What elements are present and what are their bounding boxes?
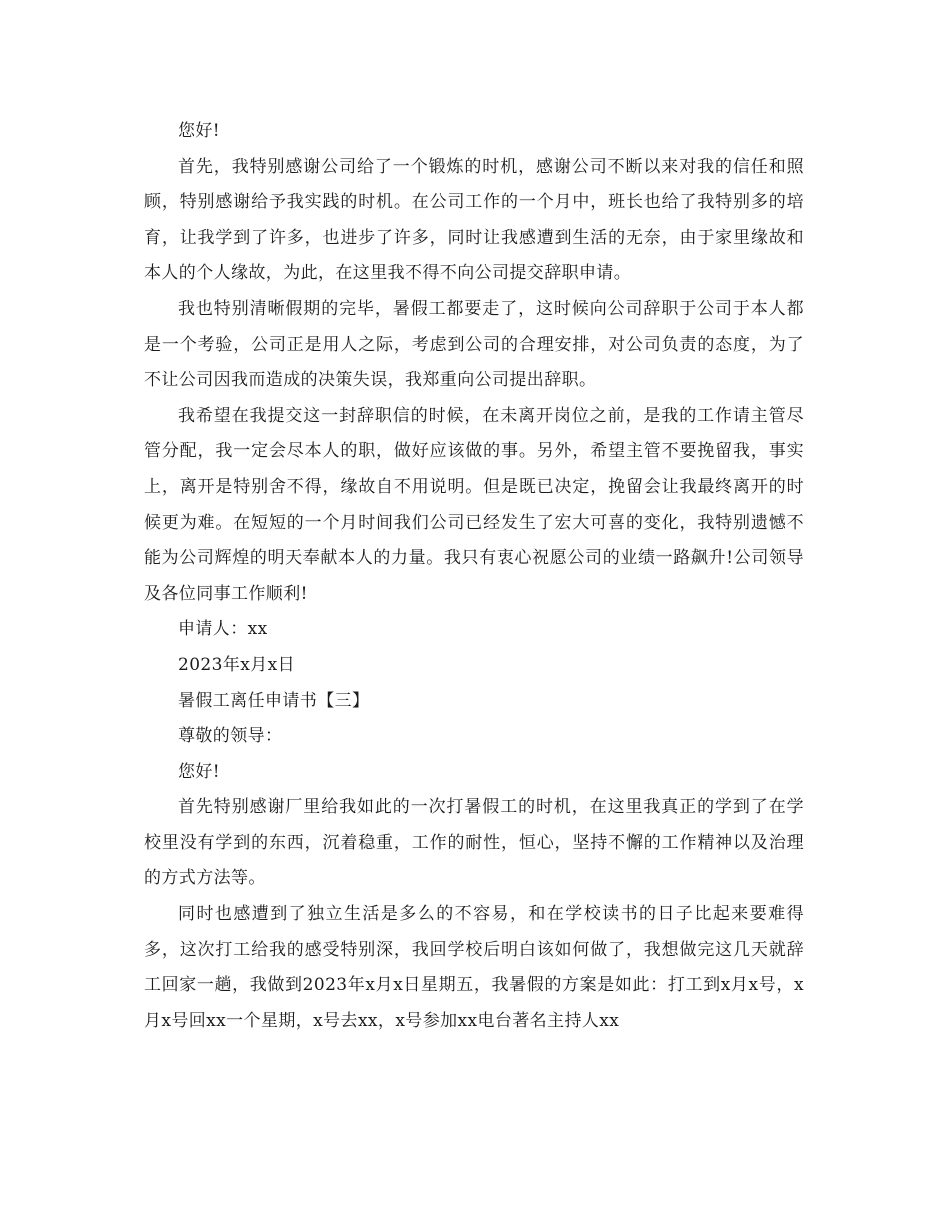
section-title: 暑假工离任申请书【三】 <box>178 690 370 711</box>
applicant-line: 申请人：xx <box>178 619 268 640</box>
paragraph-thanks-factory: 首先特别感谢厂里给我如此的一次打暑假工的时机，在这里我真正的学到了在学校里没有学到的东西，沉着稳重，工作的耐性，恒心，坚持不懈的工作精神以及治理的方式方法等。 <box>144 797 804 889</box>
salutation: 尊敬的领导： <box>178 726 283 747</box>
paragraph-gratitude: 首先，我特别感谢公司给了一个锻炼的时机，感谢公司不断以来对我的信任和照顾，特别感谢给予我实践的时机。在公司工作的一个月中，班长也给了我特别多的培育，让我学到了许多，也进步了许多，同时让我感遭到生活的无奈，由于家里缘故和本人的个人缘故，为此，在这里我不得不向公司提交辞职申请。 <box>144 156 804 284</box>
paragraph-reason: 我也特别清晰假期的完毕，暑假工都要走了，这时候向公司辞职于公司于本人都是一个考验，公司正是用人之际，考虑到公司的合理安排，对公司负责的态度，为了不让公司因我而造成的决策失误，我郑重向公司提出辞职。 <box>144 298 804 391</box>
document-body <box>144 114 804 1039</box>
paragraph-request: 我希望在我提交这一封辞职信的时候，在未离开岗位之前，是我的工作请主管尽管分配，我一定会尽本人的职，做好应该做的事。另外，希望主管不要挽留我，事实上，离开是特别舍不得，缘故自不用说明。但是既已决定，挽留会让我最终离开的时候更为难。在短短的一个月时间我们公司已经发生了宏大可喜的变化，我特别遗憾不能为公司辉煌的明天奉献本人的力量。我只有衷心祝愿公司的业绩一路飙升!公司领导及各位同事工作顺利! <box>144 405 804 604</box>
date-line: 2023年x月x日 <box>178 654 296 675</box>
greeting-1: 您好! <box>178 121 221 141</box>
paragraph-plan: 同时也感遭到了独立生活是多么的不容易，和在学校读书的日子比起来要难得多，这次打工给我的感受特别深，我回学校后明白该如何做了，我想做完这几天就辞工回家一趟，我做到2023年x月x日星期五，我暑假的方案是如此：打工到x月x号，x月x号回xx一个星期，x号去xx，x号参加xx电台著名主持人xx <box>144 904 804 1031</box>
greeting-2: 您好! <box>178 761 221 782</box>
